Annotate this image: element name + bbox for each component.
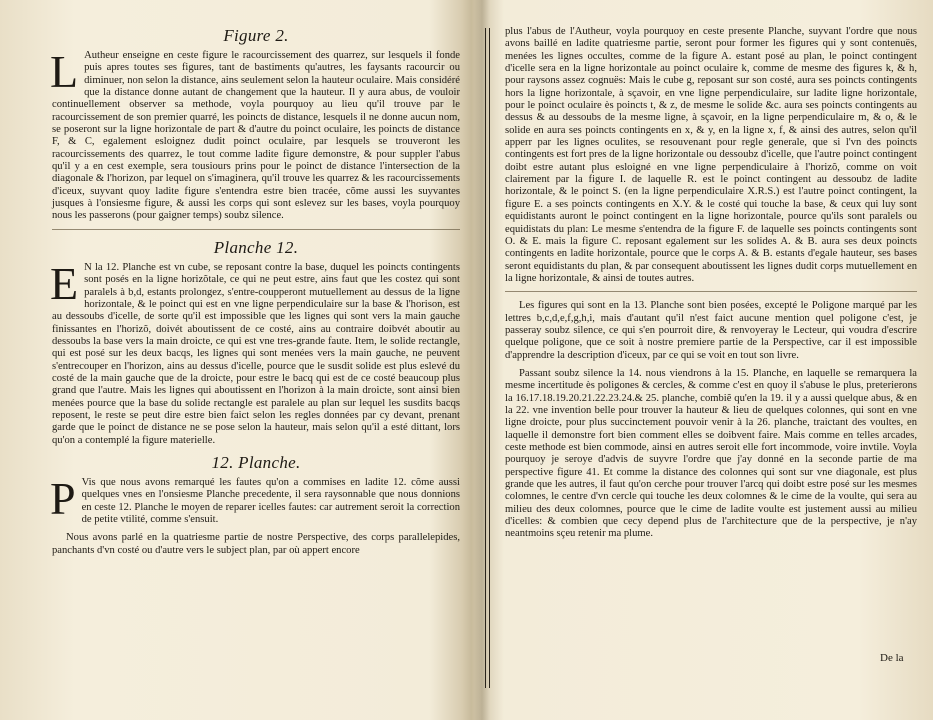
planche-12-paragraph (50, 257, 460, 447)
planche-12-paragraph-text: N la 12. Planche est vn cube, se reposant contre la base, duquel les poincts contingents sont posés en la ligne horizõtale, ce qui ne peut estre, ains faut que les costez qui sont paralels à b,d, estants prolongez, s'entre-coupperont mutuellement au dessus de la ligne horizontale, & le poinct qui est en vne ligne perpendiculaire sur la base & l'horison, est au dessoubs d'icelle, de sorte qu'il est impossible que les lignes qui sont vers la main gauche finissantes en l'horizõ, doivét aboutissent de ce costé, ains au contraire doibvét aboutir au dessoubs la base vers la main droicte, ce qui est vne tres-grande faute. Item, le solide rectangle, qui est posé sur les deux bacqs, les lignes qui sont menées vers la main gauche, ne peuvent s'entrecouper en l'horizon, ains au dessus d'icelle, pource que le susdit solide est plus eslevé du costé de la main gauche que de la droicte, pour estre le bacq qui est de ce costé beaucoup plus grand que l'autre. Mais les lignes qui aboutissent en l'horizon à la main droicte, sont ainsi bien menées pource que la base du solide rectangle est paralele au plan sur lequel les susdits bacqs reposent, le reste se peut dire estre bien faict selon les regles données par cy devant, prenant garde que le poinct de distance ne se pose selon la hauteur, mais selon qu'il a esté dittant, lors qu'on a contemplé la figure materielle. (52, 261, 460, 446)
right-divider (505, 291, 917, 292)
figure-paragraph (50, 46, 460, 223)
right-paragraph-2: Les figures qui sont en la 13. Planche sont bien posées, excepté le Poligone marqué par les lettres b,c,d,e,f,g,h,i, mais d'autant qu'il n'est faict aucune mention quel poligone c'est, je passeray soubz silence, ce qui s'en pourroit dire, & renvoyeray le Lecteur, qui voudra d'escrire quelque poligone, que ce soit à nostre premiere partie de la Perspective, car il est impossible d'apprendre la description d'iceux, par ce qui se voit en tout son livre. (505, 300, 917, 361)
drop-cap-p: P (50, 472, 76, 524)
planche-12b-heading: 12. Planche. (211, 452, 301, 472)
book-gutter (474, 0, 490, 720)
continuation-paragraph: Nous avons parlé en la quatriesme partie de nostre Perspective, des corps parallelepides, panchants d'vn costé ou d'autre vers le subject plan, par où appert encore (52, 532, 460, 556)
planche-12-heading: Planche 12. (213, 237, 299, 257)
column-rule-left (485, 28, 486, 688)
column-rule-right (489, 28, 490, 688)
correction-paragraph (50, 472, 460, 526)
left-page (52, 26, 460, 563)
catchword: De la (880, 652, 904, 664)
drop-cap-e: E (50, 257, 79, 309)
right-paragraph-1: plus l'abus de l'Autheur, voyla pourquoy en ceste presente Planche, suyvant l'ordre que nous avons baillé en ladite quatriesme partie, seront pour former les figures qui y sont contenuës, menées les lignes occultes, comme de la figure A. estant posé au plan, le poinct contingent d'icelle sera en la ligne horizontale au poinct oculaire k, comme de mesme des figures k, & h, pour raysons assez cognuës: Mais le cube g, reposant sur son costé, aura ses poincts contingents hors la ligne horizontale, à sçavoir, en vne ligne perpendiculaire, sur ladite ligne horizontale, pour le poinct oculaire ès poincts t, & z, de mesme le solide &c. aura ses poincts contingents au dessus & au dessoubs de la mesme ligne, à sçavoir, en la ligne perpendiculaire m, & o, & le solide en aura ses poincts contingents en x, & y, en la ligne x, f, & ainsi des autres, selon qu'il apperr par les lignes oculites, se resouvenant pour regle generale, que si l'vn des poincts contingents est fort pres de la ligne horizontale ou dessoubz d'icelle, que l'autre poinct contingent doibt estre autant plus esloigné en vne ligne perpendiculaire à l'horizõ, comme on voit clairement par la figure I. de laquelle R. est le poinct contingent au dessoubz de ladite horizontale, & le poinct S. (en la ligne perpendiculaire X.R.S.) est l'autre poinct contingent, la figure E. a ses poincts contingents en X.Y. & le costé qui touche la base, & ceux qui luy sont equidistants auront le poinct contingent en la ligne horizontale, pource qu'ils sont paralels ou equidistats du plan: Le mesme s'entendra de la figure F. de laquelle ses poincts contingents sont O. & E. mais la figure C. reposant egalement sur les solides A. & B. aura ses deux poincts contingents en ladite horizontale, pource que le corps A. & B. estants d'egale hauteur, ses bases seront equidistants du plan, & par consequent aboutissent les lignes dudit corps mutuellement en la ligne horizontale, & ainsi de toutes autres. (505, 26, 917, 284)
figure-heading: Figure 2. (223, 26, 289, 45)
right-paragraph-3: Passant soubz silence la 14. nous viendrons à la 15. Planche, en laquelle se remarquera la mesme incertitude ès poligones & cercles, & comme c'est en quoy il s'abuse le plus, preterierons la 16.17.18.19.20.21.22.23.24.& 25. planche, combiẽ qu'en la 19. il y a aussi quelque abus, & en la 22. vne invention belle pour trouver la hauteur & lieu de quelques colonnes, qui sont en vne ligne droicte, pour plus succinctement pouvoir venir à la 26. planche, traictant des voultes, en laquelle il demonstre fort bien comment elles se doibvent faire. Mais comme en telles arcades, ceste methode est bien commode, ainsi en autres seroit elle fort incommode, voire invtile. Voyla pourquoy je seroye d'advis de suyvre l'ordre que j'ay donné en la seconde partie de ma perspective figure 41. Et comme la distance des colonnes qui sont sur vne diagonale, est plus grande que les autres, il faut qu'on cerche pour trouver l'arcq qui doibt estre posé sur les mesmes colomnes, le centre d'vn cercle qui touche les deux colomnes & le cime de la voulte, qui sera au milieu des deux colomnes, pource que le cime de ladite voulte est justement aussi au milieu d'icelles: & combien que cecy depend plus de l'architecture que de la perspective, je n'ay neantmoins sçeu retenir ma plume. (505, 367, 917, 540)
correction-paragraph-text: Vis que nous avons remarqué les fautes qu'on a commises en ladite 12. cõme aussi quelques vnes en l'onsiesme Planche precedente, il sera raysonnable que nous donnions en ceste 12. Planche le moyen de reparer icelles fautes: car autrement seroit la correction de petite vtilité, comme s'ensuit. (81, 476, 460, 525)
figure-paragraph-text: Autheur enseigne en ceste figure le racourcissement des quarrez, sur lesquels il fonde puis apres toutes ses figures, tant de bastiments qu'autres, les faysants racourcir ou diminuer, non selon la distance, ains seulement selon la hauteur oculaire. Mais considéré que la distance donne autant de changement que la hauteur. Il y aura abus, de vouloir continuellement observer sa methode, voyla pourquoy au lieu qu'il trouve par le racourcissement de son premier quarré, les poincts de distance, lesquels il ne donne aucun nom, se poseront sur la ligne horizontale de part & d'autre du poinct oculaire, les poincts de distance F, & C, egalement esloignez dudit poinct oculaire, par lesquels se trouveront les racourcissements des quarrez, le tout comme ladite figure demonstre, & pour suppler l'abus qu'il y a en cest exemple, sera tousiours prins pour le poinct de distance l'intersection de la diagonale & l'horizon, par lequel on s'imaginera, qu'il trouve les quarrez & les racourcissements d'iceux, suyvant quoy ladite figure s'entendra estre bien tracée, cõme aussi les suyvantes jusques à l'onsiesme figure, & aussi les corps qui sont eslevez sur les bases, voyla pourquoy nous les passerons (pour gaigner temps) soubz silence. (52, 50, 460, 222)
drop-cap-l: L (50, 46, 79, 97)
right-page (505, 26, 917, 547)
section-divider (52, 229, 460, 230)
